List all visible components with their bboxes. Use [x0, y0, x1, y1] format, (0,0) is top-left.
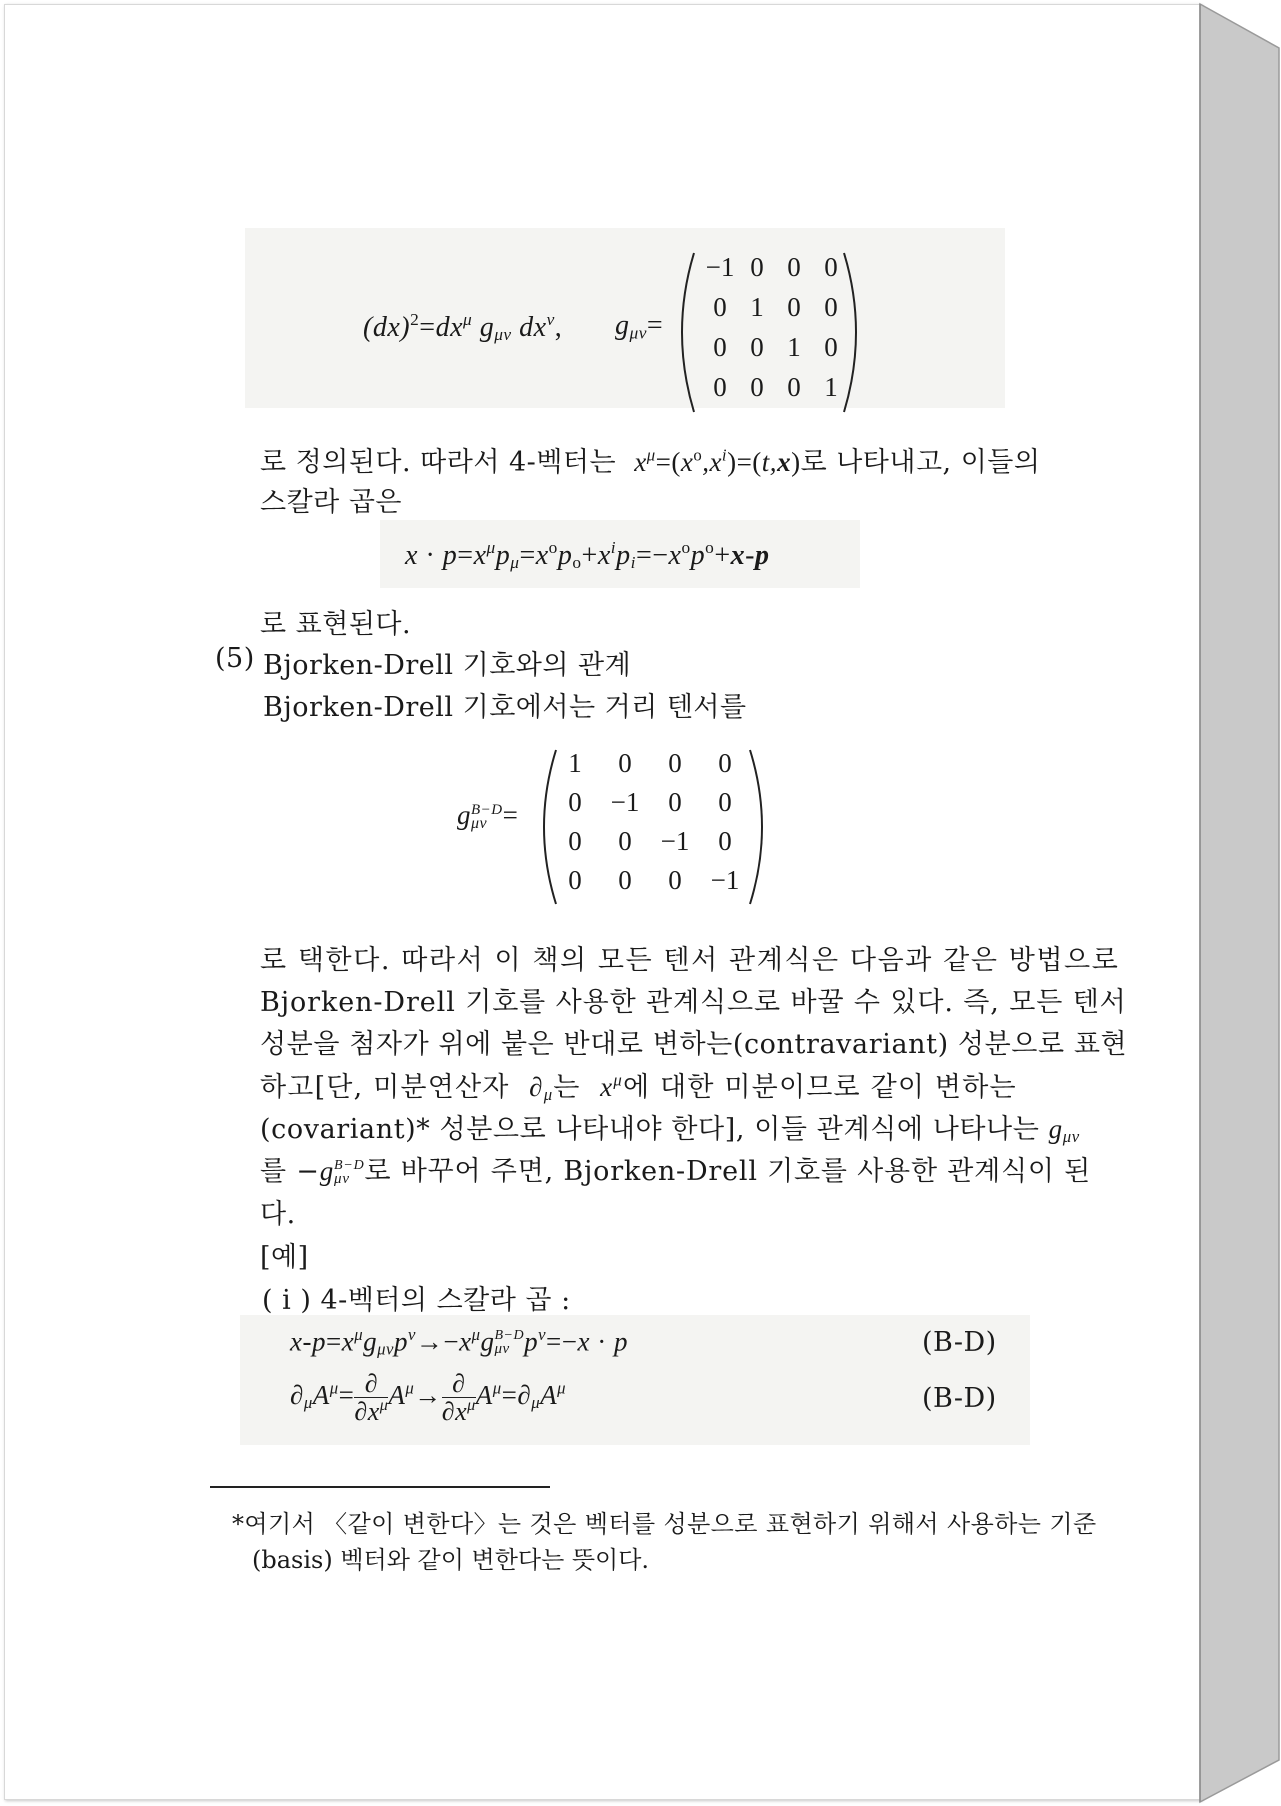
- matrix1-cell: 0: [824, 252, 838, 282]
- matrix2-cell: 0: [568, 826, 582, 856]
- equation-tag-2: (B-D): [922, 1383, 997, 1414]
- para1-line1: 로 정의된다. 따라서 4-벡터는 $x^\mu=(x^o,x^i)=(t,x)$로 나타내고, 이들의: [260, 445, 1041, 478]
- matrix2-cell: 0: [668, 865, 682, 895]
- matrix2-cell: 0: [568, 865, 582, 895]
- matrix1: [700, 252, 850, 412]
- matrix1-cell: 0: [713, 332, 727, 362]
- matrix2-cell: 0: [618, 865, 632, 895]
- section5-title: Bjorken-Drell 기호와의 관계: [263, 650, 632, 681]
- section5-number: (5): [215, 643, 255, 674]
- metric-equation: $(dx)^2=dx^\mu$ $g_{\mu\nu}$ $dx^\nu$,: [363, 310, 563, 345]
- para1-line2: 스칼라 곱은: [260, 487, 402, 518]
- matrix2-cell: 0: [668, 787, 682, 817]
- equation-tag-1: (B-D): [922, 1327, 997, 1358]
- matrix1-paren-left: [668, 250, 698, 415]
- matrix2-cell: 0: [618, 748, 632, 778]
- matrix2-cell: 0: [718, 826, 732, 856]
- matrix1-cell: 0: [750, 372, 764, 402]
- para3-line3: 성분을 첨자가 위에 붙은 반대로 변하는(contravariant) 성분으로 표현: [260, 1029, 1128, 1060]
- para3-line4: 하고[단, 미분연산자 $\partial_\mu$는 $x^\mu$에 대한 미분이므로 같이 변하는: [260, 1070, 1017, 1105]
- matrix2-cell: 0: [718, 748, 732, 778]
- bd-metric-label: g B−D μν =: [457, 800, 519, 833]
- para2: 로 표현된다.: [260, 609, 412, 640]
- section5-line2: Bjorken-Drell 기호에서는 거리 텐서를: [263, 692, 747, 723]
- matrix2-cell: 0: [618, 826, 632, 856]
- matrix1-cell: 0: [713, 372, 727, 402]
- matrix1-cell: −1: [705, 252, 735, 282]
- example-equation-1: $x-p=x^\mu g_{\mu\nu}p^\nu\to-x^\mu g$ B−D μν $p^\nu=-x \cdot p$: [290, 1325, 628, 1359]
- matrix2-cell: 0: [668, 748, 682, 778]
- para3-line7: 다.: [260, 1199, 296, 1230]
- footnote-line1: *여기서 〈같이 변한다〉는 것은 벡터를 성분으로 표현하기 위해서 사용하는 기준: [232, 1510, 1097, 1538]
- matrix2: [555, 748, 755, 906]
- matrix1-cell: 0: [824, 332, 838, 362]
- matrix1-cell: 0: [787, 252, 801, 282]
- matrix1-cell: 0: [787, 292, 801, 322]
- matrix1-cell: 1: [750, 292, 764, 322]
- example-equation-2: $\partial_\mu A^\mu=$ $\frac{\partial}{\partial x^\mu}$ $A^\mu\to$ $\frac{\partial}{\partial x^\mu}$ $A^\mu=\partial_\mu A^\mu$: [290, 1369, 567, 1427]
- footnote-line2: (basis) 벡터와 같이 변한다는 뜻이다.: [252, 1546, 650, 1574]
- matrix2-cell: −1: [660, 826, 690, 856]
- matrix2-cell: −1: [610, 787, 640, 817]
- para3-line5: (covariant)* 성분으로 나타내야 한다], 이들 관계식에 나타나는 $g_{\mu\nu}$: [260, 1114, 1080, 1147]
- page-block-edge: [1196, 0, 1281, 1806]
- matrix2-cell: 0: [718, 787, 732, 817]
- matrix1-cell: 0: [787, 372, 801, 402]
- matrix1-cell: 1: [787, 332, 801, 362]
- para3-line2: Bjorken-Drell 기호를 사용한 관계식으로 바꿀 수 있다. 즉, 모든 텐서: [260, 987, 1127, 1018]
- scalar-product-equation: $x \cdot p=x^\mu p_\mu=x^op_o+x^ip_i=-x^op^o+x-p$: [405, 538, 770, 573]
- metric-tensor-label: $g_{\mu\nu}=$: [615, 310, 664, 343]
- matrix1-cell: 1: [824, 372, 838, 402]
- para3-line1: 로 택한다. 따라서 이 책의 모든 텐서 관계식은 다음과 같은 방법으로: [260, 945, 1120, 976]
- matrix2-cell: −1: [710, 865, 740, 895]
- matrix1-cell: 0: [750, 252, 764, 282]
- para3-line6: 를 −g B−D μν 로 바꾸어 주면, Bjorken-Drell 기호를 사용한 관계식이 된: [260, 1156, 1091, 1187]
- matrix2-cell: 0: [568, 787, 582, 817]
- matrix1-cell: 0: [824, 292, 838, 322]
- footnote-rule: [210, 1486, 550, 1488]
- matrix1-cell: 0: [750, 332, 764, 362]
- example-i-label: ( i ) 4-벡터의 스칼라 곱 :: [262, 1285, 571, 1316]
- matrix1-cell: 0: [713, 292, 727, 322]
- example-label: [예]: [260, 1242, 309, 1273]
- matrix2-cell: 1: [568, 748, 582, 778]
